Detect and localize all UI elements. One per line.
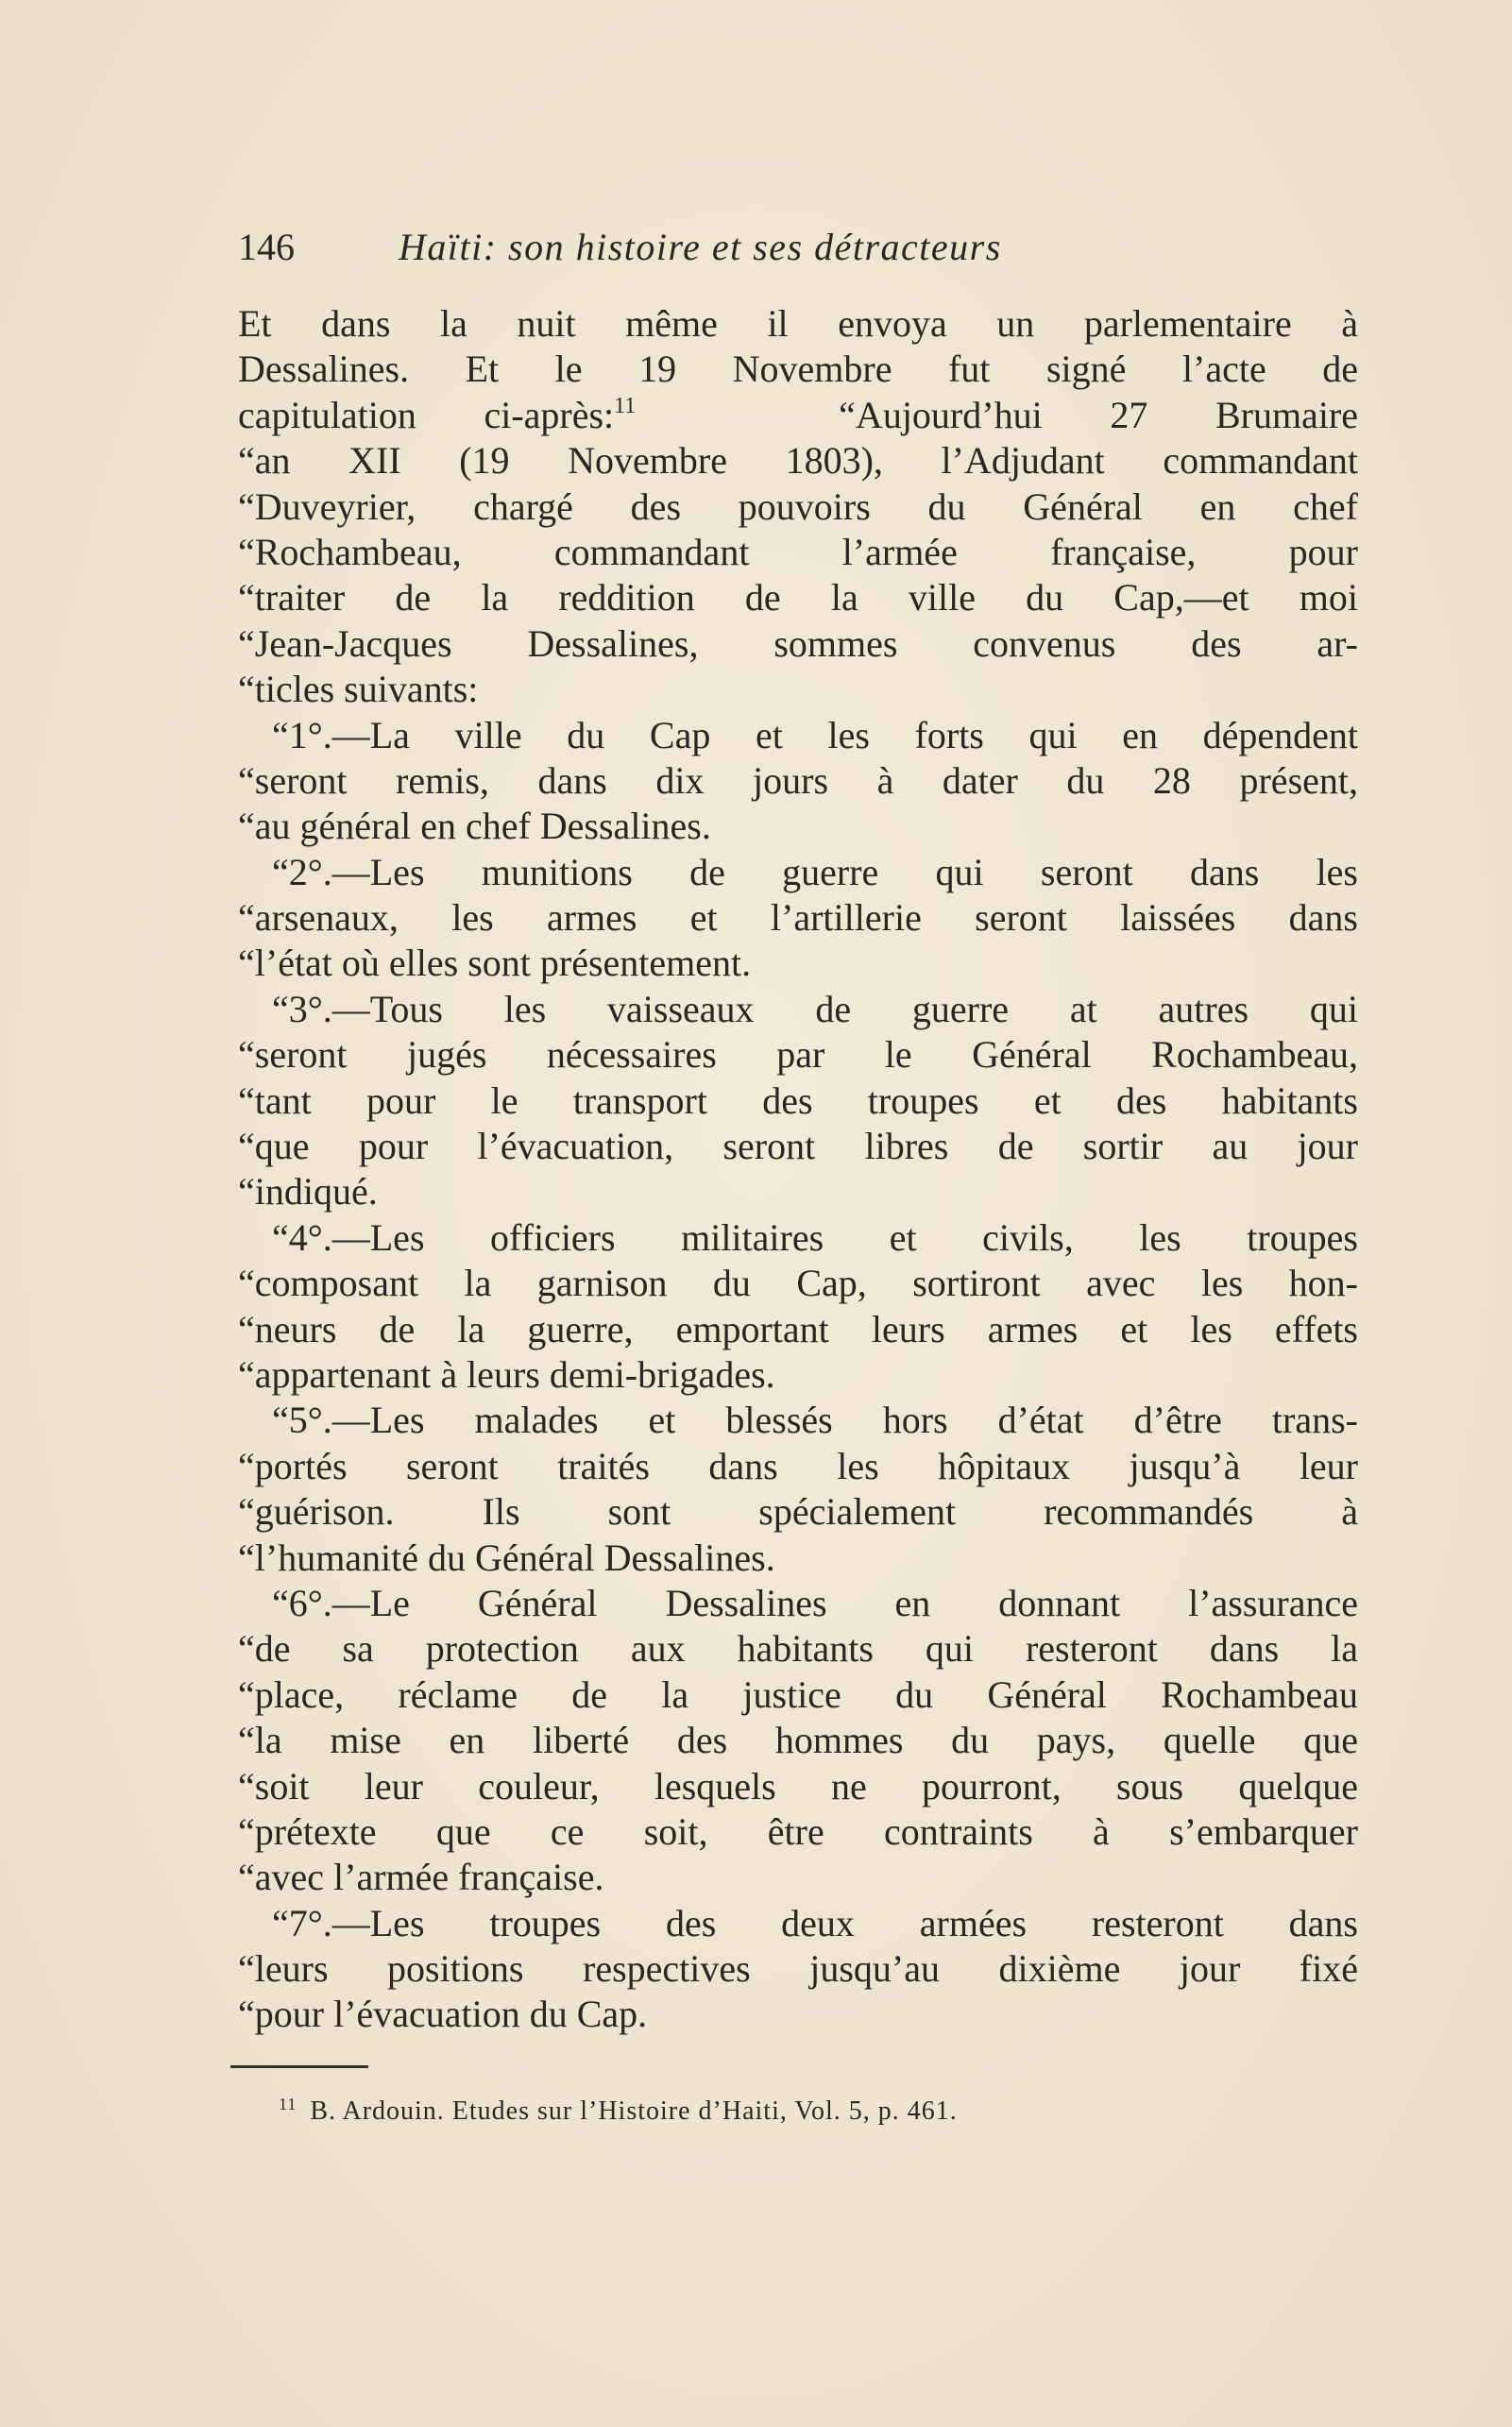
text-line: “l’état où elles sont présentement. bbox=[238, 942, 752, 985]
text-line: “3°.—Tous les vaisseaux de guerre at autres qui bbox=[272, 987, 1358, 1030]
footnote-rule bbox=[230, 2065, 368, 2068]
text-line: “soit leur couleur, lesquels ne pourront, sous quelque bbox=[238, 1764, 1358, 1808]
page-header bbox=[238, 219, 1182, 276]
footnote-marker: 11 bbox=[279, 2095, 297, 2113]
text-line: “de sa protection aux habitants qui resteront dans la bbox=[238, 1627, 1358, 1671]
text-line: “Jean-Jacques Dessalines, sommes convenus des ar- bbox=[238, 621, 1358, 665]
text-line: “tant pour le transport des troupes et des habitants bbox=[238, 1078, 1358, 1122]
text-line: “2°.—Les munitions de guerre qui seront dans les bbox=[272, 850, 1358, 893]
text-line: “au général en chef Dessalines. bbox=[238, 805, 711, 848]
text-line: “la mise en liberté des hommes du pays, quelle que bbox=[238, 1719, 1358, 1762]
text-line: Et dans la nuit même il envoya un parlementaire à bbox=[238, 302, 1358, 345]
text-line: “Duveyrier, chargé des pouvoirs du Général en chef bbox=[238, 484, 1358, 528]
text-line: “composant la garnison du Cap, sortiront avec les hon- bbox=[238, 1262, 1358, 1305]
text-line: “seront remis, dans dix jours à dater du 28 présent, bbox=[238, 758, 1358, 802]
text-line-start: capitulation ci-après: bbox=[238, 393, 615, 436]
text-line: “4°.—Les officiers militaires et civils, les troupes bbox=[272, 1215, 1358, 1259]
text-line: “6°.—Le Général Dessalines en donnant l’assurance bbox=[272, 1581, 1358, 1624]
text-line: “7°.—Les troupes des deux armées resteront dans bbox=[272, 1901, 1358, 1944]
text-line: “appartenant à leurs demi-brigades. bbox=[238, 1352, 775, 1396]
body-text bbox=[238, 301, 1358, 2038]
text-line: “1°.—La ville du Cap et les forts qui en dépendent bbox=[272, 713, 1358, 756]
text-line: “avec l’armée française. bbox=[238, 1856, 604, 1899]
text-line: “Rochambeau, commandant l’armée française, pour bbox=[238, 530, 1358, 573]
text-line bbox=[238, 393, 1358, 438]
text-line: “guérison. Ils sont spécialement recommandés à bbox=[238, 1490, 1358, 1534]
page-number: 146 bbox=[238, 226, 295, 268]
text-line: “an XII (19 Novembre 1803), l’Adjudant commandant bbox=[238, 439, 1358, 483]
footnote bbox=[279, 2085, 1317, 2130]
text-line: “neurs de la guerre, emportant leurs armes et les effets bbox=[238, 1307, 1358, 1350]
text-line: “indiqué. bbox=[238, 1170, 378, 1214]
text-line: “traiter de la reddition de la ville du Cap,—et moi bbox=[238, 576, 1358, 619]
text-line: “prétexte que ce soit, être contraints à s’embarquer bbox=[238, 1809, 1358, 1853]
running-title: Haïti: son histoire et ses détracteurs bbox=[399, 226, 1002, 268]
text-line: “5°.—Les malades et blessés hors d’état d’être trans- bbox=[272, 1399, 1358, 1442]
text-line: “pour l’évacuation du Cap. bbox=[238, 1993, 648, 2036]
text-line-end: “Aujourd’hui 27 Brumaire bbox=[839, 393, 1358, 436]
text-line: “leurs positions respectives jusqu’au dixième jour fixé bbox=[238, 1947, 1358, 1991]
text-line: “l’humanité du Général Dessalines. bbox=[238, 1536, 775, 1579]
text-line: “ticles suivants: bbox=[238, 668, 479, 711]
text-line: “portés seront traités dans les hôpitaux jusqu’à leur bbox=[238, 1444, 1358, 1487]
text-line: “que pour l’évacuation, seront libres de sortir au jour bbox=[238, 1125, 1358, 1168]
text-line: Dessalines. Et le 19 Novembre fut signé l’acte de bbox=[238, 348, 1358, 391]
text-line: “arsenaux, les armes et l’artillerie seront laissées dans bbox=[238, 896, 1358, 940]
text-line: “seront jugés nécessaires par le Général Rochambeau, bbox=[238, 1033, 1358, 1077]
text-line: “place, réclame de la justice du Général Rochambeau bbox=[238, 1672, 1358, 1716]
footnote-text: B. Ardouin. Etudes sur l’Histoire d’Haiti, Vol. 5, p. 461. bbox=[310, 2096, 958, 2126]
footnote-reference: 11 bbox=[614, 393, 637, 418]
